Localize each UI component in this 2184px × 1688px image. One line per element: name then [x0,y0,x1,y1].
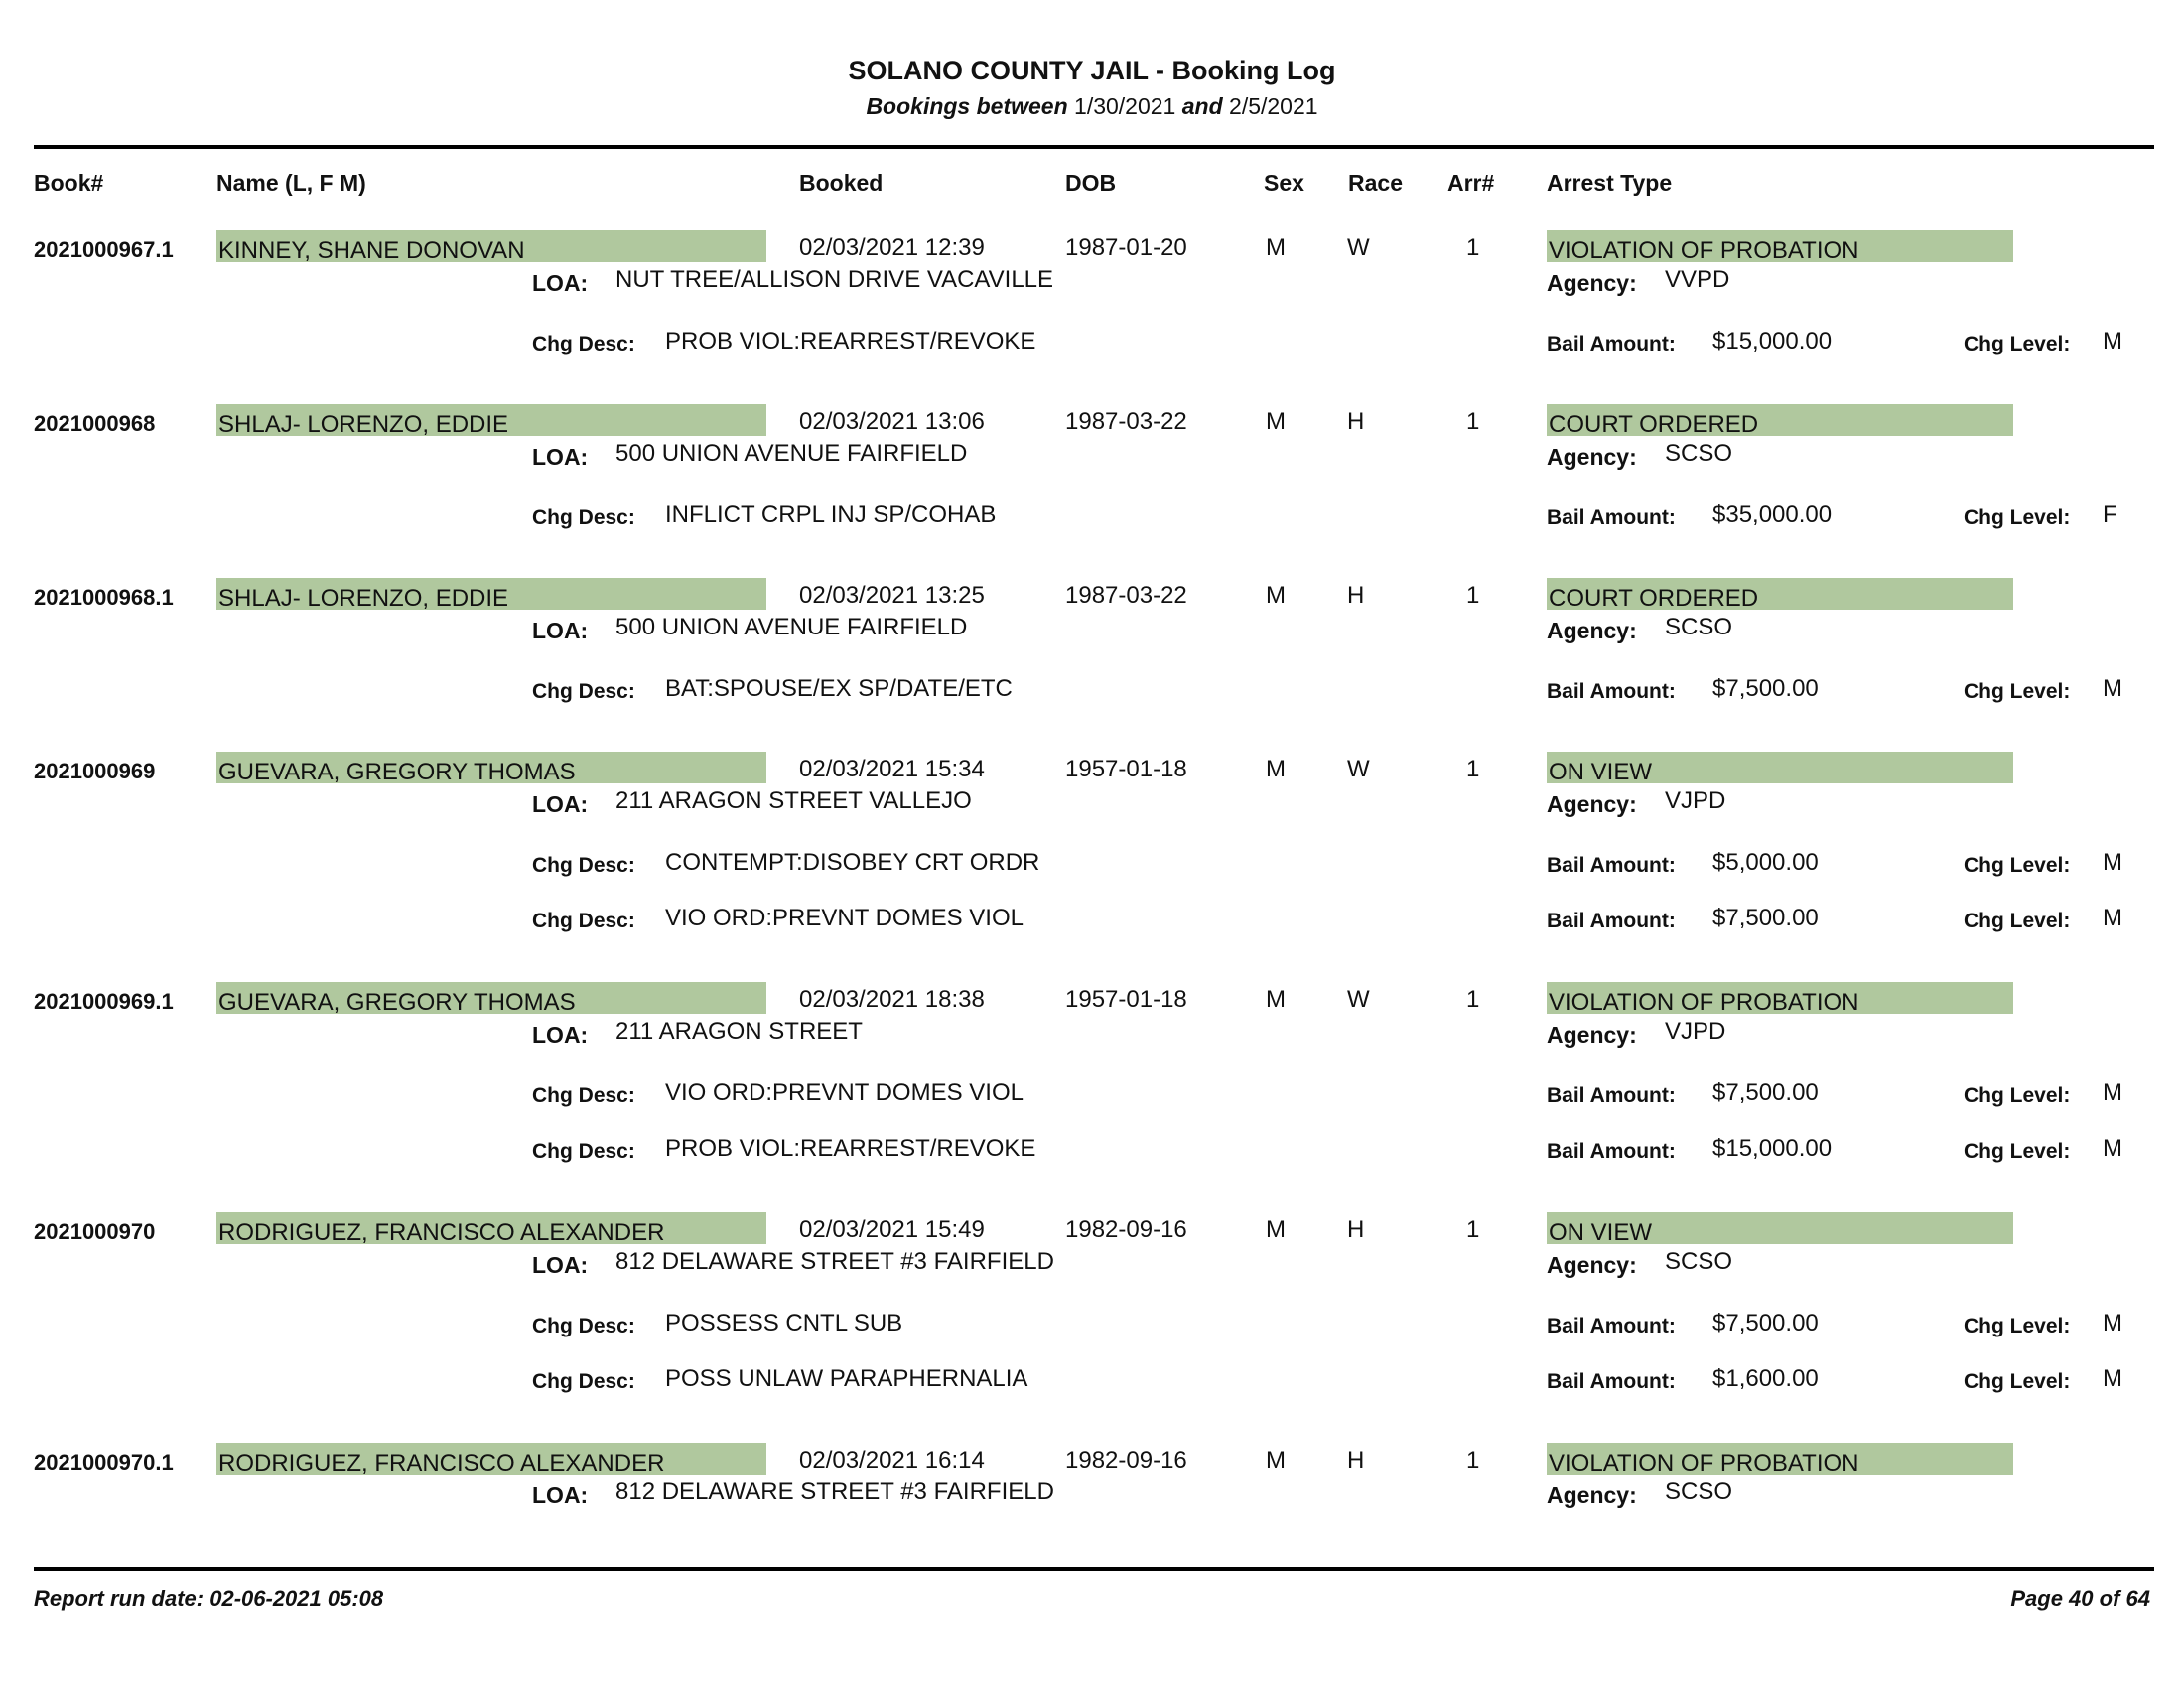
booked-datetime: 02/03/2021 16:14 [799,1447,985,1474]
chg-level-label: Chg Level: [1964,854,2071,877]
sex: M [1266,1216,1286,1243]
race: H [1347,1216,1365,1243]
agency-label: Agency: [1547,444,1637,470]
loa-label: LOA: [532,618,589,643]
sex: M [1266,986,1286,1013]
dob: 1982-09-16 [1065,1447,1187,1474]
col-book: Book# [34,170,104,196]
book-number: 2021000967.1 [34,237,174,262]
arrest-number: 1 [1466,1447,1480,1474]
arrest-type: VIOLATION OF PROBATION [1549,237,1859,264]
bail-amount-label: Bail Amount: [1547,1315,1676,1337]
chg-desc-label: Chg Desc: [532,333,635,355]
arrest-type: ON VIEW [1549,759,1653,785]
col-arrest-type: Arrest Type [1547,170,1673,196]
arrest-type-highlight [1547,1212,2013,1244]
bail-amount-label: Bail Amount: [1547,333,1676,355]
charge-line [0,1306,2184,1345]
arrest-type: VIOLATION OF PROBATION [1549,1450,1859,1477]
arrest-type-highlight [1547,230,2013,262]
arrest-type-highlight [1547,578,2013,610]
bail-amount-value: $7,500.00 [1712,905,1819,931]
arrest-number: 1 [1466,756,1480,782]
name-highlight [216,752,766,783]
chg-level-value: M [2103,1135,2122,1162]
agency-value: SCSO [1665,440,1733,467]
col-booked: Booked [799,170,884,196]
chg-level-label: Chg Level: [1964,333,2071,355]
record-loa-line [0,436,2184,476]
chg-desc-value: VIO ORD:PREVNT DOMES VIOL [665,1079,1024,1106]
chg-desc-label: Chg Desc: [532,680,635,703]
bail-amount-value: $7,500.00 [1712,1079,1819,1106]
col-race: Race [1348,170,1403,196]
bail-amount-label: Bail Amount: [1547,910,1676,932]
bail-amount-label: Bail Amount: [1547,854,1676,877]
charge-line [0,671,2184,711]
report-title: SOLANO COUNTY JAIL - Booking Log [848,56,1336,85]
agency-label: Agency: [1547,1252,1637,1278]
chg-level-value: F [2103,501,2117,528]
arrest-number: 1 [1466,1216,1480,1243]
chg-level-value: M [2103,328,2122,354]
sex: M [1266,408,1286,435]
chg-level-label: Chg Level: [1964,1315,2071,1337]
charge-line [0,1131,2184,1171]
dob: 1957-01-18 [1065,756,1187,782]
col-sex: Sex [1264,170,1304,196]
booked-datetime: 02/03/2021 13:06 [799,408,985,435]
bail-amount-value: $7,500.00 [1712,1310,1819,1336]
race: H [1347,1447,1365,1474]
loa-label: LOA: [532,1482,589,1508]
loa-value: 211 ARAGON STREET VALLEJO [615,787,972,814]
race: W [1347,986,1370,1013]
dob: 1987-03-22 [1065,408,1187,435]
race: W [1347,756,1370,782]
bail-amount-label: Bail Amount: [1547,506,1676,529]
chg-level-value: M [2103,1310,2122,1336]
agency-value: VJPD [1665,787,1726,814]
inmate-name: RODRIGUEZ, FRANCISCO ALEXANDER [218,1219,665,1246]
book-number: 2021000970.1 [34,1450,174,1475]
inmate-name: GUEVARA, GREGORY THOMAS [218,989,576,1016]
chg-desc-value: POSS UNLAW PARAPHERNALIA [665,1365,1028,1392]
charge-line [0,1075,2184,1115]
arrest-type: COURT ORDERED [1549,585,1759,612]
book-number: 2021000969.1 [34,989,174,1014]
book-number: 2021000968.1 [34,585,174,610]
name-highlight [216,230,766,262]
arrest-number: 1 [1466,582,1480,609]
inmate-name: SHLAJ- LORENZO, EDDIE [218,585,509,612]
bail-amount-value: $5,000.00 [1712,849,1819,876]
arrest-type-highlight [1547,1443,2013,1475]
booked-datetime: 02/03/2021 18:38 [799,986,985,1013]
chg-level-label: Chg Level: [1964,1140,2071,1163]
arrest-type: ON VIEW [1549,1219,1653,1246]
record-loa-line [0,1475,2184,1514]
chg-desc-label: Chg Desc: [532,1084,635,1107]
record-loa-line [0,1014,2184,1054]
loa-value: 500 UNION AVENUE FAIRFIELD [615,614,968,640]
agency-label: Agency: [1547,618,1637,643]
loa-label: LOA: [532,1022,589,1048]
loa-label: LOA: [532,270,589,296]
book-number: 2021000968 [34,411,156,436]
record-loa-line [0,783,2184,823]
chg-desc-label: Chg Desc: [532,910,635,932]
chg-level-value: M [2103,675,2122,702]
dob: 1987-01-20 [1065,234,1187,261]
arrest-number: 1 [1466,234,1480,261]
race: H [1347,408,1365,435]
agency-label: Agency: [1547,791,1637,817]
loa-value: 211 ARAGON STREET [615,1018,863,1045]
chg-desc-value: POSSESS CNTL SUB [665,1310,903,1336]
arrest-type: COURT ORDERED [1549,411,1759,438]
agency-value: SCSO [1665,1248,1733,1275]
charge-line [0,497,2184,537]
chg-level-value: M [2103,1365,2122,1392]
header-rule [34,145,2154,149]
name-highlight [216,982,766,1014]
record-loa-line [0,262,2184,302]
booked-datetime: 02/03/2021 13:25 [799,582,985,609]
col-dob: DOB [1065,170,1117,196]
charge-line [0,901,2184,940]
booked-datetime: 02/03/2021 15:34 [799,756,985,782]
bail-amount-label: Bail Amount: [1547,680,1676,703]
agency-value: SCSO [1665,1478,1733,1505]
loa-label: LOA: [532,791,589,817]
arrest-type-highlight [1547,982,2013,1014]
loa-value: 812 DELAWARE STREET #3 FAIRFIELD [615,1248,1054,1275]
sex: M [1266,582,1286,609]
charge-line [0,324,2184,363]
loa-value: 500 UNION AVENUE FAIRFIELD [615,440,968,467]
bail-amount-label: Bail Amount: [1547,1370,1676,1393]
chg-level-value: M [2103,905,2122,931]
name-highlight [216,404,766,436]
chg-level-label: Chg Level: [1964,680,2071,703]
name-highlight [216,1212,766,1244]
race: H [1347,582,1365,609]
sex: M [1266,234,1286,261]
arrest-type: VIOLATION OF PROBATION [1549,989,1859,1016]
bail-amount-value: $15,000.00 [1712,328,1833,354]
chg-desc-value: PROB VIOL:REARREST/REVOKE [665,1135,1036,1162]
subtitle-prefix: Bookings between [866,93,1068,119]
inmate-name: SHLAJ- LORENZO, EDDIE [218,411,509,438]
agency-label: Agency: [1547,1022,1637,1048]
bail-amount-label: Bail Amount: [1547,1140,1676,1163]
name-highlight [216,1443,766,1475]
charge-line [0,1361,2184,1401]
book-number: 2021000969 [34,759,156,783]
agency-label: Agency: [1547,270,1637,296]
dob: 1987-03-22 [1065,582,1187,609]
loa-label: LOA: [532,444,589,470]
agency-value: VVPD [1665,266,1730,293]
col-arr: Arr# [1447,170,1495,196]
bail-amount-label: Bail Amount: [1547,1084,1676,1107]
report-subtitle [0,93,2184,120]
dob: 1957-01-18 [1065,986,1187,1013]
loa-value: 812 DELAWARE STREET #3 FAIRFIELD [615,1478,1054,1505]
book-number: 2021000970 [34,1219,156,1244]
race: W [1347,234,1370,261]
chg-desc-value: BAT:SPOUSE/EX SP/DATE/ETC [665,675,1013,702]
sex: M [1266,756,1286,782]
chg-desc-value: PROB VIOL:REARREST/REVOKE [665,328,1036,354]
bail-amount-value: $1,600.00 [1712,1365,1819,1392]
chg-desc-label: Chg Desc: [532,1315,635,1337]
subtitle-and: and [1181,93,1223,119]
agency-value: VJPD [1665,1018,1726,1045]
inmate-name: RODRIGUEZ, FRANCISCO ALEXANDER [218,1450,665,1477]
footer-rule [34,1567,2154,1571]
charge-line [0,845,2184,885]
booked-datetime: 02/03/2021 12:39 [799,234,985,261]
chg-desc-label: Chg Desc: [532,506,635,529]
date-to: 2/5/2021 [1229,93,1318,119]
record-loa-line [0,1244,2184,1284]
chg-level-value: M [2103,849,2122,876]
chg-level-label: Chg Level: [1964,910,2071,932]
loa-label: LOA: [532,1252,589,1278]
inmate-name: GUEVARA, GREGORY THOMAS [218,759,576,785]
chg-desc-value: CONTEMPT:DISOBEY CRT ORDR [665,849,1040,876]
agency-value: SCSO [1665,614,1733,640]
date-from: 1/30/2021 [1074,93,1176,119]
name-highlight [216,578,766,610]
loa-value: NUT TREE/ALLISON DRIVE VACAVILLE [615,266,1054,293]
bail-amount-value: $35,000.00 [1712,501,1833,528]
page-number: Page 40 of 64 [2010,1586,2150,1611]
chg-desc-label: Chg Desc: [532,1370,635,1393]
col-name: Name (L, F M) [216,170,366,196]
chg-level-value: M [2103,1079,2122,1106]
arrest-number: 1 [1466,986,1480,1013]
booked-datetime: 02/03/2021 15:49 [799,1216,985,1243]
chg-level-label: Chg Level: [1964,506,2071,529]
record-loa-line [0,610,2184,649]
chg-level-label: Chg Level: [1964,1084,2071,1107]
inmate-name: KINNEY, SHANE DONOVAN [218,237,525,264]
report-run-date: Report run date: 02-06-2021 05:08 [34,1586,384,1611]
sex: M [1266,1447,1286,1474]
bail-amount-value: $7,500.00 [1712,675,1819,702]
chg-desc-value: INFLICT CRPL INJ SP/COHAB [665,501,997,528]
arrest-type-highlight [1547,752,2013,783]
arrest-number: 1 [1466,408,1480,435]
chg-desc-value: VIO ORD:PREVNT DOMES VIOL [665,905,1024,931]
chg-desc-label: Chg Desc: [532,854,635,877]
chg-desc-label: Chg Desc: [532,1140,635,1163]
arrest-type-highlight [1547,404,2013,436]
dob: 1982-09-16 [1065,1216,1187,1243]
agency-label: Agency: [1547,1482,1637,1508]
chg-level-label: Chg Level: [1964,1370,2071,1393]
bail-amount-value: $15,000.00 [1712,1135,1833,1162]
